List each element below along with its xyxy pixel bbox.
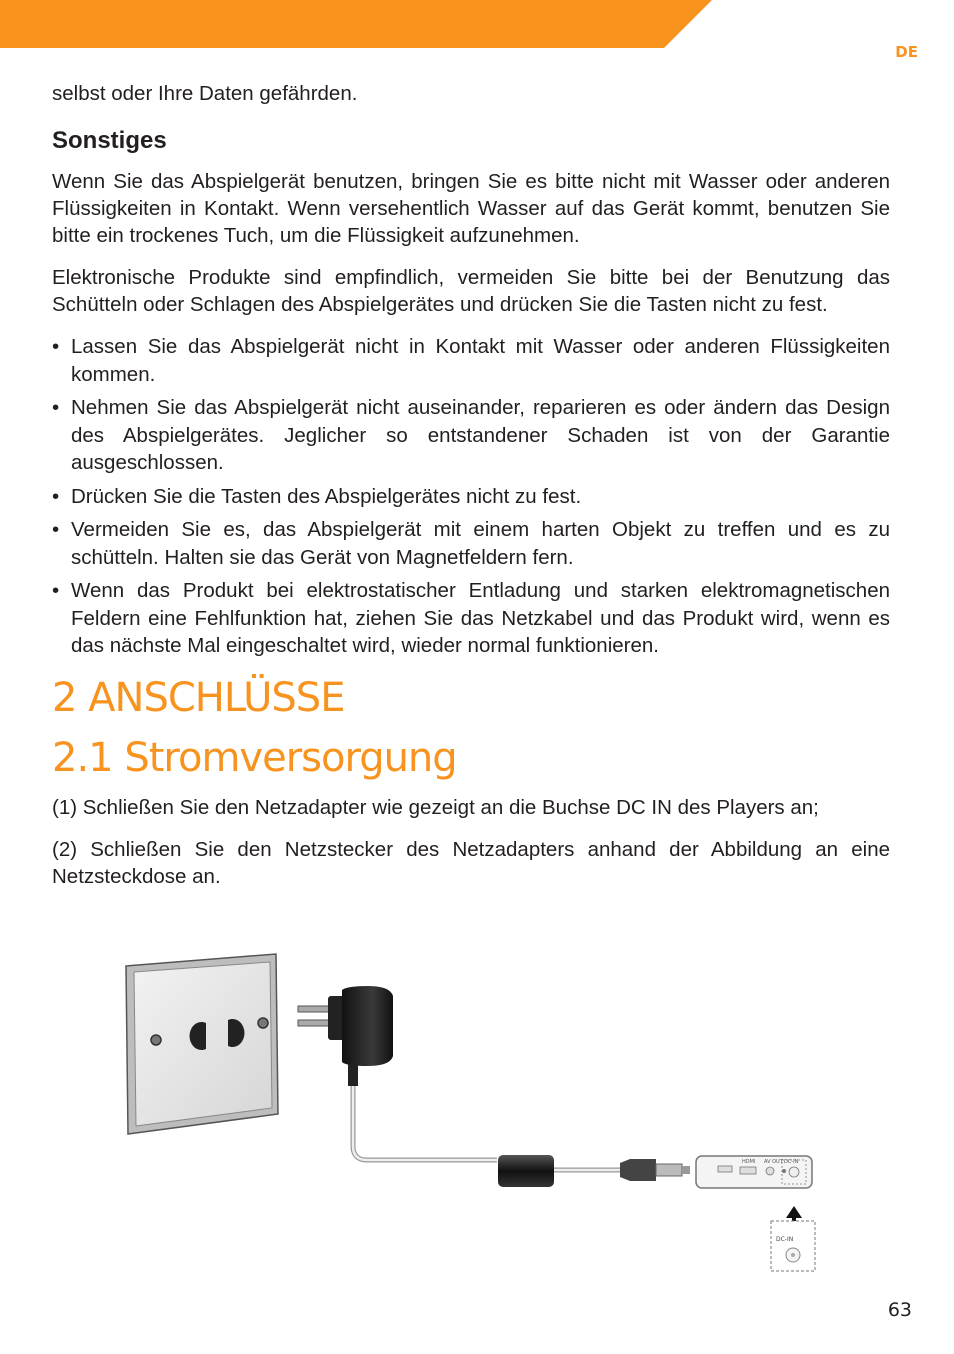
bullet-marker: • xyxy=(52,579,60,602)
list-item xyxy=(52,394,890,477)
list-item-text: Drücken Sie die Tasten des Abspielgerätes nicht zu fest. xyxy=(71,484,582,508)
av-port-label: AV OUT xyxy=(764,1159,783,1165)
list-item-text: Vermeiden Sie es, das Abspielgerät mit einem harten Objekt zu treffen und es zu schütteln. Halten sie das Gerät von Magnetfeldern fern. xyxy=(71,518,890,569)
media-player xyxy=(696,1156,812,1188)
bullet-marker: • xyxy=(52,484,60,508)
dc-in-port-icon xyxy=(789,1167,799,1177)
screw-icon xyxy=(258,1018,268,1028)
arrow-up-icon xyxy=(786,1206,802,1218)
safety-bullet-list xyxy=(52,333,890,660)
page-content xyxy=(52,80,890,905)
header-banner xyxy=(0,0,954,50)
power-adapter xyxy=(298,986,497,1160)
wall-socket xyxy=(126,954,278,1134)
list-item xyxy=(52,577,890,660)
step-1: (1) Schließen Sie den Netzadapter wie gezeigt an die Buchse DC IN des Players an; xyxy=(52,795,819,819)
page-number: 63 xyxy=(887,1299,912,1321)
list-item-text: Wenn das Produkt bei elektrostatischer Entladung und starken elektromagnetischen Feldern eine Fehlfunktion hat, ziehen Sie das Netzkabel und das Produkt wird, wenn es das nächste Mal eingeschaltet wird, wieder normal funktionieren. xyxy=(71,579,890,657)
dc-in-callout xyxy=(771,1206,815,1271)
section-heading-sonstiges: Sonstiges xyxy=(52,127,167,154)
hdmi-port-icon xyxy=(740,1167,756,1174)
intro-line: selbst oder Ihre Daten gefährden. xyxy=(52,82,358,105)
subchapter-heading: 2.1 Stromversorgung xyxy=(52,734,457,781)
step-2: (2) Schließen Sie den Netzstecker des Netzadapters anhand der Abbildung an eine Netzsteckdose an. xyxy=(52,837,890,888)
ferrite-core xyxy=(498,1155,624,1187)
hdmi-port-label: HDMI xyxy=(742,1159,756,1165)
bullet-marker: • xyxy=(52,396,60,419)
screw-icon xyxy=(151,1035,161,1045)
bullet-marker: • xyxy=(52,518,60,541)
list-item xyxy=(52,516,890,571)
paragraph-1: Wenn Sie das Abspielgerät benutzen, bringen Sie es bitte nicht mit Wasser oder anderen Flüssigkeiten in Kontakt. Wenn versehentlich Wasser auf das Gerät kommt, benutzen Sie bitte ein trockenes Tuch, um die Flüssigkeit aufzunehmen. xyxy=(52,170,890,247)
callout-port-label: DC-IN xyxy=(776,1236,794,1243)
paragraph-2: Elektronische Produkte sind empfindlich, vermeiden Sie bitte bei der Benutzung das Schütteln oder Schlagen des Abspielgerätes und drücken Sie die Tasten nicht zu fest. xyxy=(52,266,890,316)
dc-in-port-label: DC-IN xyxy=(784,1159,799,1165)
list-item-text: Nehmen Sie das Abspielgerät nicht auseinander, reparieren es oder ändern das Design des Abspielgerätes. Jeglicher so entstandener Schaden ist von der Garantie ausgeschlossen. xyxy=(71,396,890,474)
header-banner-shape xyxy=(0,0,712,48)
list-item xyxy=(52,333,890,388)
av-port-icon xyxy=(766,1167,774,1175)
chapter-heading: 2 ANSCHLÜSSE xyxy=(52,674,345,721)
list-item-text: Lassen Sie das Abspielgerät nicht in Kontakt mit Wasser oder anderen Flüssigkeiten kommen. xyxy=(71,335,890,386)
list-item xyxy=(52,483,890,511)
dc-plug xyxy=(620,1159,690,1181)
power-connection-illustration xyxy=(118,950,828,1280)
bullet-marker: • xyxy=(52,335,60,358)
language-tag: DE xyxy=(895,43,918,61)
